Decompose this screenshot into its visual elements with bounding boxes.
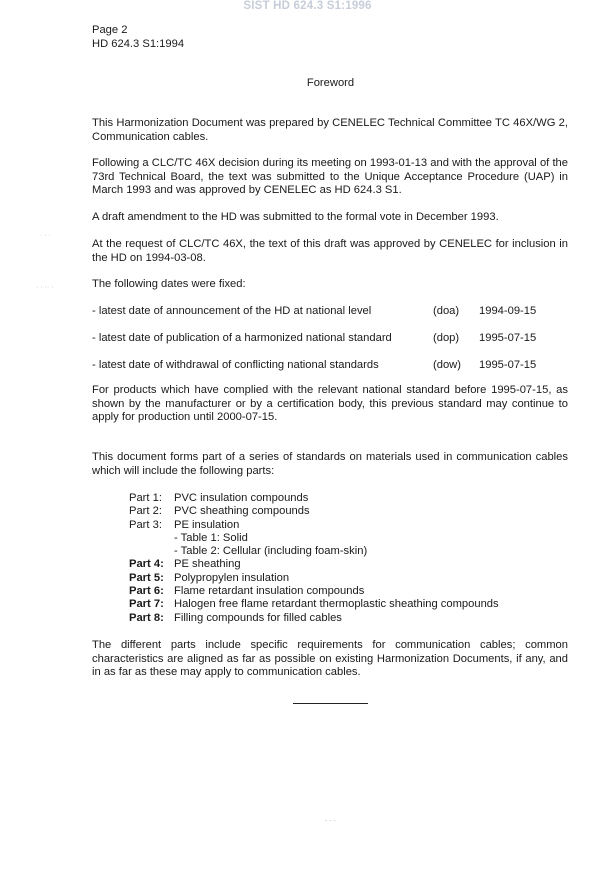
date-abbreviation: (dow) xyxy=(433,359,461,371)
closing-rule xyxy=(293,703,368,704)
part-description: Polypropylen insulation xyxy=(174,571,290,584)
date-row xyxy=(92,332,572,346)
part-description: - Table 1: Solid xyxy=(174,531,248,544)
paragraph-8: The different parts include specific requirements for communication cables; common characteristics are aligned as far as possible on existing Harmonization Documents, if any, and in as far as these may apply to communication cables. xyxy=(92,639,568,679)
paragraph-7: This document forms part of a series of standards on materials used in communication cables which will include the following parts: xyxy=(92,451,568,477)
scan-speckle: · · ·· · xyxy=(36,284,54,291)
date-value: 1995-07-15 xyxy=(479,359,537,371)
watermark: SIST HD 624.3 S1:1996 xyxy=(243,0,372,12)
scan-speckle: · · · xyxy=(40,232,51,239)
part-description: PVC sheathing compounds xyxy=(174,505,310,518)
part-number: Part 5: xyxy=(129,571,164,584)
part-description: PE insulation xyxy=(174,518,240,531)
date-row xyxy=(92,359,572,373)
paragraph-6: For products which have complied with the relevant national standard before 1995-07-15, as shown by the manufacturer or by a certification body, this previous standard may continue to apply for production until 2000-07-15. xyxy=(92,384,568,424)
part-number: Part 1: xyxy=(129,492,162,504)
part-description: PVC insulation compounds xyxy=(174,492,309,504)
date-value: 1995-07-15 xyxy=(479,332,537,344)
date-description: - latest date of withdrawal of conflicting national standards xyxy=(92,359,379,371)
paragraph-2: Following a CLC/TC 46X decision during its meeting on 1993-01-13 and with the approval of the 73rd Technical Board, the text was submitted to the Unique Acceptance Procedure (UAP) in March 1993 and was approved by CENELEC as HD 624.3 S1. xyxy=(92,157,568,197)
paragraph-4: At the request of CLC/TC 46X, the text of this draft was approved by CENELEC for inclusion in the HD on 1994-03-08. xyxy=(92,238,568,264)
document-reference: HD 624.3 S1:1994 xyxy=(92,37,185,50)
date-description: - latest date of announcement of the HD at national level xyxy=(92,305,372,317)
part-number: Part 6: xyxy=(129,585,164,598)
part-description: PE sheathing xyxy=(174,558,241,571)
paragraph-1: This Harmonization Document was prepared by CENELEC Technical Committee TC 46X/WG 2, Communication cables. xyxy=(92,117,568,143)
part-number: Part 7: xyxy=(129,598,164,611)
part-number: Part 2: xyxy=(129,505,162,518)
part-description: Halogen free flame retardant thermoplastic sheathing compounds xyxy=(174,598,499,611)
paragraph-3: A draft amendment to the HD was submitted to the formal vote in December 1993. xyxy=(92,211,499,223)
paragraph-5: The following dates were fixed: xyxy=(92,278,246,290)
page-number: Page 2 xyxy=(92,24,128,36)
part-number: Part 3: xyxy=(129,518,162,531)
page-title: Foreword xyxy=(306,77,355,89)
page-header xyxy=(92,24,184,51)
part-description: Flame retardant insulation compounds xyxy=(174,585,365,598)
part-description: Filling compounds for filled cables xyxy=(174,611,342,624)
part-number: Part 4: xyxy=(129,558,164,571)
date-row xyxy=(92,305,572,319)
part-description: - Table 2: Cellular (including foam-skin) xyxy=(174,545,368,558)
date-abbreviation: (doa) xyxy=(433,305,460,317)
date-description: - latest date of publication of a harmonized national standard xyxy=(92,332,392,344)
date-value: 1994-09-15 xyxy=(479,305,537,317)
part-number: Part 8: xyxy=(129,611,164,624)
date-abbreviation: (dop) xyxy=(433,332,460,344)
scan-speckle: - - - xyxy=(325,818,336,825)
